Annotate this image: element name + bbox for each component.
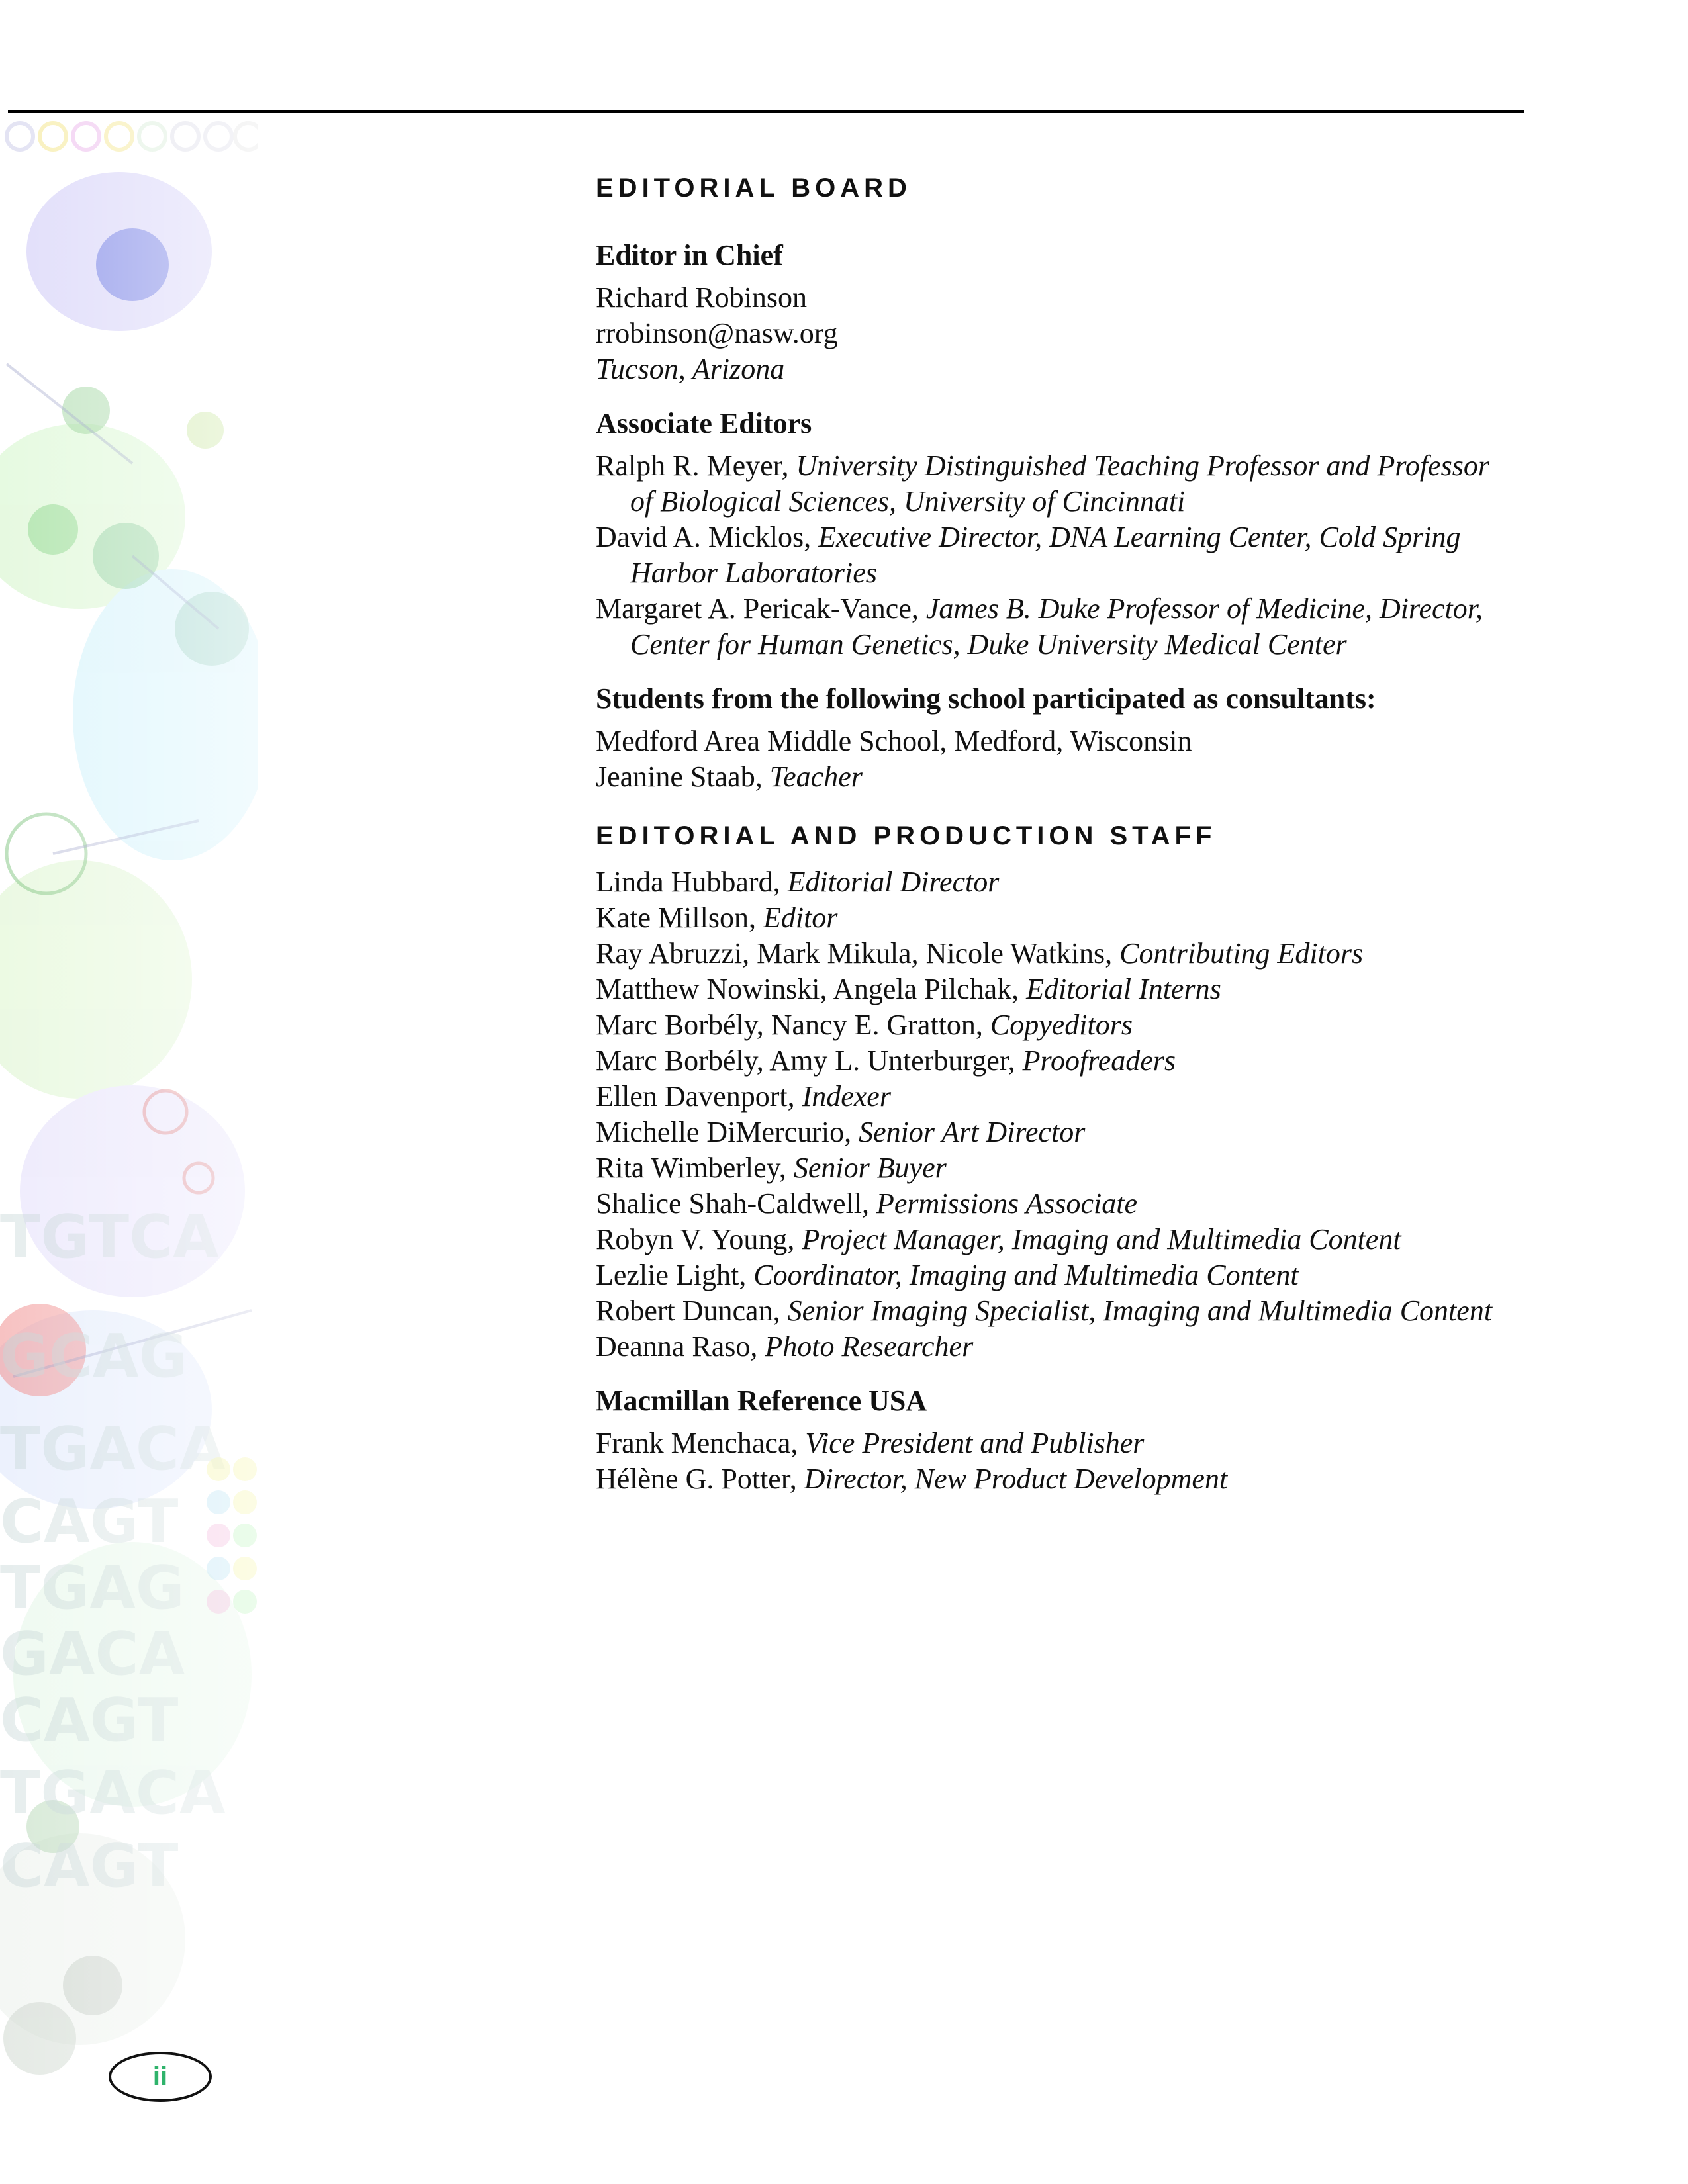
- page-number: ii: [152, 2062, 168, 2091]
- staff-entry: Michelle DiMercurio, Senior Art Director: [596, 1116, 1086, 1148]
- editorial-board-heading: EDITORIAL BOARD: [596, 173, 912, 203]
- associate-editor-entry: David A. Micklos, Executive Director, DNA Learning Center, Cold Spring Harbor Laboratories: [596, 521, 1461, 589]
- macmillan-heading: Macmillan Reference USA: [596, 1385, 927, 1417]
- editor-in-chief-section: [596, 236, 1509, 387]
- staff-entry: Marc Borbély, Amy L. Unterburger, Proofreaders: [596, 1044, 1176, 1077]
- student-consultants-section: [596, 680, 1509, 795]
- editor-in-chief-location: Tucson, Arizona: [596, 353, 785, 385]
- associate-editors-heading: Associate Editors: [596, 407, 812, 439]
- decorative-dna-sidebar: [0, 119, 258, 2098]
- editorial-production-staff-heading: EDITORIAL AND PRODUCTION STAFF: [596, 821, 1217, 850]
- editor-in-chief-heading: Editor in Chief: [596, 239, 783, 271]
- staff-list: [596, 864, 1509, 1365]
- page-number-badge: [109, 2052, 212, 2102]
- staff-entry: Kate Millson, Editor: [596, 901, 838, 934]
- editor-in-chief-name: Richard Robinson: [596, 281, 807, 314]
- staff-entry: Rita Wimberley, Senior Buyer: [596, 1152, 947, 1184]
- macmillan-entry: Hélène G. Potter, Director, New Product Development: [596, 1463, 1228, 1495]
- editor-in-chief-email: rrobinson@nasw.org: [596, 317, 838, 349]
- macmillan-entry: Frank Menchaca, Vice President and Publisher: [596, 1427, 1145, 1459]
- consultant-school: Medford Area Middle School, Medford, Wisconsin: [596, 725, 1192, 757]
- staff-entry: Deanna Raso, Photo Researcher: [596, 1330, 974, 1363]
- student-consultants-heading: Students from the following school participated as consultants:: [596, 682, 1376, 715]
- associate-editor-entry: Ralph R. Meyer, University Distinguished Teaching Professor and Professor of Biological Sciences, University of Cincinnati: [596, 449, 1489, 518]
- top-rule: [8, 110, 1524, 113]
- staff-entry: Lezlie Light, Coordinator, Imaging and Multimedia Content: [596, 1259, 1299, 1291]
- staff-entry: Robyn V. Young, Project Manager, Imaging and Multimedia Content: [596, 1223, 1401, 1255]
- staff-entry: Ray Abruzzi, Mark Mikula, Nicole Watkins, Contributing Editors: [596, 937, 1364, 970]
- consultant-teacher: Jeanine Staab, Teacher: [596, 760, 863, 793]
- staff-entry: Matthew Nowinski, Angela Pilchak, Editorial Interns: [596, 973, 1221, 1005]
- associate-editor-entry: Margaret A. Pericak-Vance, James B. Duke Professor of Medicine, Director, Center for Human Genetics, Duke University Medical Center: [596, 592, 1483, 660]
- masthead-content: [596, 173, 1509, 1497]
- associate-editors-section: [596, 404, 1509, 662]
- staff-entry: Marc Borbély, Nancy E. Gratton, Copyeditors: [596, 1009, 1133, 1041]
- staff-entry: Robert Duncan, Senior Imaging Specialist, Imaging and Multimedia Content: [596, 1295, 1493, 1327]
- staff-entry: Shalice Shah-Caldwell, Permissions Associate: [596, 1187, 1137, 1220]
- macmillan-section: [596, 1382, 1509, 1497]
- staff-entry: Ellen Davenport, Indexer: [596, 1080, 891, 1113]
- staff-entry: Linda Hubbard, Editorial Director: [596, 866, 1000, 898]
